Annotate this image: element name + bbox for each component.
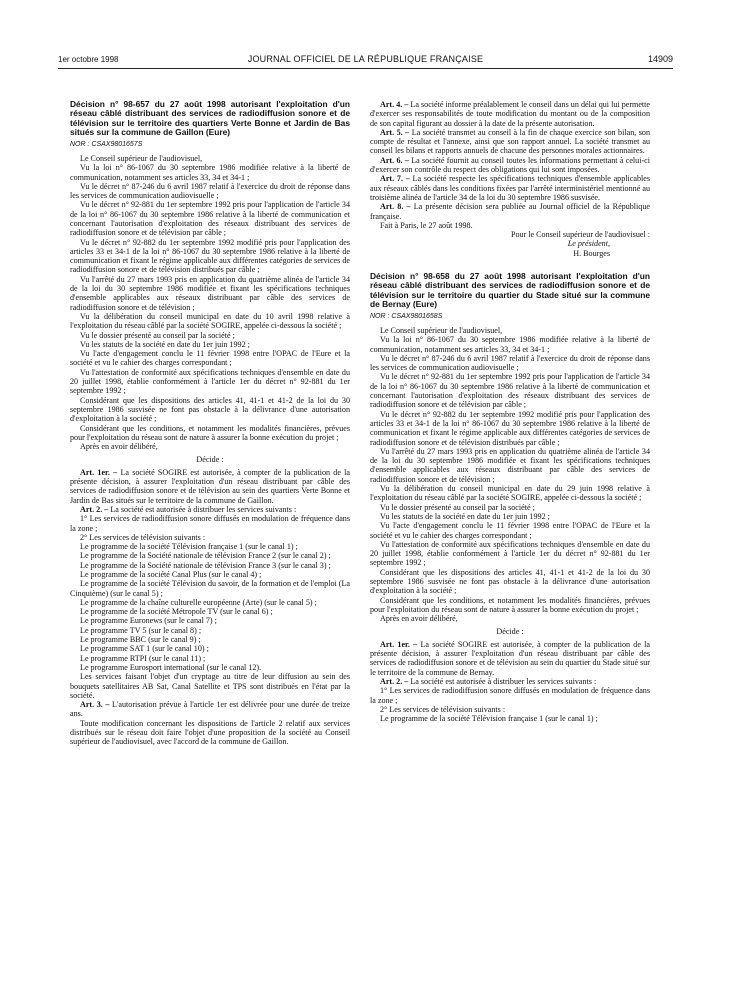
paragraph: Vu l'attestation de conformité aux spécifications techniques d'ensemble en date du 20 juillet 1998, établie conformément à l'article 1er du décret n° 92-881 du 1er septembre 1992 ; bbox=[370, 539, 650, 568]
list-item: Le programme de la société Métropole TV (sur le canal 6) ; bbox=[80, 607, 273, 617]
decide-heading: Décide : bbox=[496, 627, 524, 637]
list-item: 1° Les services de radiodiffusion sonore diffusés en modulation de fréquence dans la zone ; bbox=[370, 686, 650, 705]
article-text: La société informe préalablement le conseil dans un délai qui lui permette d'exercer ses responsabilités de toute modification du montant ou de la composition de son capital figurant au dossier à la date de la présente autorisation. bbox=[370, 100, 651, 128]
list-item: Les services faisant l'objet d'un cryptage au titre de leur diffusion au sein des bouquets satellitaires AB Sat, Canal Satellite et TPS sont distribués en l'état par la société. bbox=[70, 672, 350, 700]
list-item: Le programme RTPI (sur le canal 11) ; bbox=[80, 653, 206, 663]
paragraph: Vu la loi n° 86-1067 du 30 septembre 1986 modifiée relative à la liberté de communication, notamment ses articles 33, 34 et 34-1 ; bbox=[70, 163, 350, 182]
paragraph: Considérant que les conditions, et notamment les modalités financières, prévues pour l'exploitation du réseau sont de nature à assurer la bonne exécution du projet ; bbox=[370, 595, 650, 614]
paragraph: Vu le dossier présenté au conseil par la société ; bbox=[80, 330, 235, 340]
article-text: L'autorisation prévue à l'article 1er est délivrée pour une durée de treize ans. bbox=[70, 700, 350, 719]
place-date: Fait à Paris, le 27 août 1998. bbox=[380, 220, 473, 230]
article-label: Art. 3. – bbox=[80, 700, 110, 710]
article-label: Art. 8. – bbox=[380, 202, 411, 212]
article-text: La société SOGIRE est autorisée, à compter de la publication de la présente décision, à assurer l'exploitation d'un réseau distribuant par câble des services de radiodiffusion sonore et de télévision au sein du quartier du Stade situé sur le territoire de la commune de Bernay. bbox=[370, 639, 651, 677]
article-label: Art. 1er. – bbox=[80, 467, 118, 477]
list-item: 2° Les services de télévision suivants : bbox=[80, 532, 206, 542]
article-label: Art. 6. – bbox=[380, 155, 409, 165]
list-item: Le programme TV 5 (sur le canal 8) ; bbox=[80, 625, 202, 635]
decision-title: Décision n° 98-658 du 27 août 1998 autorisant l'exploitation d'un réseau câblé distribuant des services de radiodiffusion sonore et de télévision sur le territoire du quartier du Stade situé sur la commune de Bernay (Eure) bbox=[370, 271, 650, 310]
article-text: La présente décision sera publiée au Journal officiel de la République française. bbox=[370, 202, 650, 221]
paragraph: Après en avoir délibéré, bbox=[380, 614, 458, 624]
paragraph: Vu le décret n° 87-246 du 6 avril 1987 relatif à l'exercice du droit de réponse dans les services de communication audiovisuelle ; bbox=[370, 353, 650, 373]
list-item: Le programme de la Société nationale de télévision France 3 (sur le canal 3) ; bbox=[80, 560, 331, 570]
paragraph: Après en avoir délibéré, bbox=[80, 442, 158, 452]
decision-title: Décision n° 98-657 du 27 août 1998 autorisant l'exploitation d'un réseau câblé distribuant des services de radiodiffusion sonore et de télévision sur le territoire des quartiers Verte Bonne et Jardin de Bas situés sur la commune de Gaillon (Eure) bbox=[70, 99, 350, 138]
article-label: Art. 1er. – bbox=[380, 639, 418, 649]
article-text: La société fournit au conseil toutes les informations permettant à celui-ci d'exercer son contrôle du respect des obligations qui lui sont imposées. bbox=[370, 155, 650, 175]
paragraph: Vu le décret n° 92-881 du 1er septembre 1992 pris pour l'application de l'article 34 de la loi n° 86-1067 du 30 septembre 1986 relative à la liberté de communication et concernant l'autorisation d'exploitation des réseaux distribuant des services de radiodiffusion sonore et de télévision par câble ; bbox=[370, 372, 650, 410]
header-rule bbox=[58, 68, 673, 69]
paragraph: Vu le décret n° 92-882 du 1er septembre 1992 modifié pris pour l'application des articles 33 et 34-1 de la loi n° 86-1067 du 30 septembre 1986 relative à la liberté de communication et fixant le régime applicable aux différentes catégories de services de radiodiffusion sonore et de télévision distribués par câble ; bbox=[370, 409, 650, 447]
list-item: Le programme de la Société nationale de télévision France 2 (sur le canal 2) ; bbox=[80, 551, 331, 561]
article-4 bbox=[370, 100, 650, 128]
list-item: Le programme de la société Télévision française 1 (sur le canal 1) ; bbox=[380, 714, 598, 724]
paragraph: Vu le décret n° 87-246 du 6 avril 1987 relatif à l'exercice du droit de réponse dans les services de communication audiovisuelle ; bbox=[70, 181, 350, 201]
paragraph: Considérant que les conditions, et notamment les modalités financières, prévues pour l'exploitation du réseau sont de nature à assurer la bonne exécution du projet ; bbox=[70, 423, 350, 442]
article-7 bbox=[370, 174, 650, 202]
paragraph: Vu le décret n° 92-881 du 1er septembre 1992 pris pour l'application de l'article 34 de la loi n° 86-1067 du 30 septembre 1986 relative à la liberté de communication et concernant l'autorisation d'exploitation des réseaux distribuant des services de radiodiffusion sonore et de télévision par câble ; bbox=[70, 200, 350, 238]
article-5 bbox=[370, 128, 650, 156]
right-column bbox=[370, 100, 650, 723]
article-label: Art. 4. – bbox=[380, 100, 409, 109]
article-label: Art. 5. – bbox=[380, 127, 410, 137]
issue-date: 1er octobre 1998 bbox=[58, 55, 119, 64]
paragraph: Considérant que les dispositions des articles 41, 41-1 et 41-2 de la loi du 30 septembre 1986 susvisée ne font pas obstacle à la délivrance d'une autorisation d'exploitation à la société ; bbox=[370, 567, 650, 596]
paragraph: Vu les statuts de la société en date du 1er juin 1992 ; bbox=[80, 339, 250, 349]
signature-line: Pour le Conseil supérieur de l'audiovisuel : bbox=[510, 230, 650, 240]
list-item: 2° Les services de télévision suivants : bbox=[380, 704, 506, 714]
list-item: Le programme de la société Canal Plus (sur le canal 4) ; bbox=[80, 569, 262, 579]
article-2 bbox=[70, 505, 350, 514]
paragraph: Le Conseil supérieur de l'audiovisuel, bbox=[380, 325, 503, 335]
paragraph: Vu les statuts de la société en date du 1er juin 1992 ; bbox=[380, 511, 550, 521]
article-text: La société SOGIRE est autorisée, à compter de la publication de la présente décision, à assurer l'exploitation d'un réseau distribuant par câble des services de radiodiffusion sonore et de télévision au sein des quartiers Verte Bonne et Jardin de Bas situés sur le territoire de la commune de Gaillon. bbox=[70, 467, 351, 505]
list-item: Le programme Euronews (sur le canal 7) ; bbox=[80, 616, 217, 626]
paragraph: Vu la loi n° 86-1067 du 30 septembre 1986 modifiée relative à la liberté de communication, notamment ses articles 33, 34 et 34-1 ; bbox=[370, 335, 650, 354]
paragraph: Vu la délibération du conseil municipal en date du 10 avril 1998 relative à l'exploitation du réseau câblé par la société SOGIRE, appelée ci-dessous la société ; bbox=[70, 311, 350, 331]
paragraph: Vu le dossier présenté au conseil par la société ; bbox=[380, 502, 535, 512]
article-8 bbox=[370, 202, 650, 221]
journal-title: JOURNAL OFFICIEL DE LA RÉPUBLIQUE FRANÇAISE bbox=[247, 54, 484, 64]
page-header bbox=[58, 53, 673, 67]
paragraph: Toute modification concernant les dispositions de l'article 2 relatif aux services distribués sur le réseau doit faire l'objet d'une proposition de la société au Conseil supérieur de l'audiovisuel, avec l'accord de la commune de Gaillon. bbox=[70, 718, 350, 747]
paragraph: Considérant que les dispositions des articles 41, 41-1 et 41-2 de la loi du 30 septembre 1986 susvisée ne font pas obstacle à la délivrance d'une autorisation d'exploitation à la société ; bbox=[70, 395, 350, 424]
list-item: Le programme BBC (sur le canal 9) ; bbox=[80, 635, 201, 645]
nor-reference: NOR : CSAX9801657S bbox=[70, 140, 143, 148]
paragraph: Vu l'acte d'engagement conclu le 11 février 1998 entre l'OPAC de l'Eure et la société et vu le cahier des charges correspondant ; bbox=[370, 521, 650, 540]
signature-role bbox=[370, 239, 650, 248]
article-text: La société respecte les spécifications techniques d'ensemble applicables aux réseaux câblés dans les conditions fixées par l'arrêté interministériel mentionné au troisième alinéa de l'article 34 de la loi du 30 septembre 1986 susvisée. bbox=[370, 174, 650, 202]
article-3 bbox=[70, 700, 350, 719]
article-label: Art. 2. – bbox=[380, 676, 409, 686]
article-text: La société est autorisée à distribuer les services suivants : bbox=[108, 504, 297, 514]
left-column bbox=[70, 100, 350, 747]
article-2 bbox=[370, 677, 650, 686]
paragraph: Vu l'attestation de conformité aux spécifications techniques d'ensemble en date du 20 juillet 1998, établie conformément à l'article 1er du décret n° 92-881 du 1er septembre 1992 ; bbox=[70, 367, 350, 396]
paragraph: Vu l'acte d'engagement conclu le 11 février 1998 entre l'OPAC de l'Eure et la société et vu le cahier des charges correspondant ; bbox=[70, 349, 350, 368]
list-item: Le programme SAT 1 (sur le canal 10) ; bbox=[80, 644, 209, 654]
paragraph: Vu le décret n° 92-882 du 1er septembre 1992 modifié pris pour l'application des articles 33 et 34-1 de la loi n° 86-1067 du 30 septembre 1986 relative à la liberté de communication et fixant le régime applicable aux différentes catégories de services de radiodiffusion sonore et de télévision distribués par câble ; bbox=[70, 237, 350, 275]
decide-heading: Décide : bbox=[196, 455, 224, 465]
signature-role-text: Le président, bbox=[567, 239, 610, 249]
article-text: La société transmet au conseil à la fin de chaque exercice son bilan, son compte de résultat et l'annexe, ainsi que son rapport annuel. La société transmet au conseil les bilans et rapports annuels de chacune des personnes morales actionnaires. bbox=[370, 127, 650, 156]
paragraph: Vu l'arrêté du 27 mars 1993 pris en application du quatrième alinéa de l'article 34 de la loi du 30 septembre 1986 modifiée et fixant les spécifications techniques d'ensemble applicables aux réseaux distribuant par câble des services de radiodiffusion sonore et de télévision ; bbox=[70, 274, 350, 312]
nor-reference: NOR : CSAX9801658S bbox=[370, 312, 443, 320]
list-item: Le programme de la chaîne culturelle européenne (Arte) (sur le canal 5) ; bbox=[80, 597, 317, 607]
list-item: Le programme de la société Télévision française 1 (sur le canal 1) ; bbox=[80, 542, 298, 552]
list-item: Le programme Eurosport international (sur le canal 12). bbox=[80, 662, 262, 672]
article-label: Art. 7. – bbox=[380, 174, 410, 184]
article-text: La société est autorisée à distribuer les services suivants : bbox=[408, 676, 597, 686]
signature-name: H. Bourges bbox=[573, 248, 610, 258]
list-item: 1° Les services de radiodiffusion sonore diffusés en modulation de fréquence dans la zone ; bbox=[70, 514, 350, 533]
article-1 bbox=[370, 640, 650, 677]
paragraph: Vu la délibération du conseil municipal en date du 29 juin 1998 relative à l'exploitation du réseau câblé par la société SOGIRE, appelée ci-dessous la société ; bbox=[370, 484, 650, 503]
list-item: Le programme de la société Télévision du savoir, de la formation et de l'emploi (La Cinquième) (sur le canal 5) ; bbox=[70, 579, 351, 598]
paragraph: Vu l'arrêté du 27 mars 1993 pris en application du quatrième alinéa de l'article 34 de la loi du 30 septembre 1986 modifiée et fixant les spécifications techniques d'ensemble applicables aux réseaux distribuant par câble des services de radiodiffusion sonore et de télévision ; bbox=[370, 446, 650, 484]
paragraph: Le Conseil supérieur de l'audiovisuel, bbox=[80, 153, 203, 163]
article-label: Art. 2. – bbox=[80, 504, 109, 514]
article-1 bbox=[70, 468, 350, 505]
page-number: 14909 bbox=[647, 54, 673, 64]
article-6 bbox=[370, 156, 650, 175]
